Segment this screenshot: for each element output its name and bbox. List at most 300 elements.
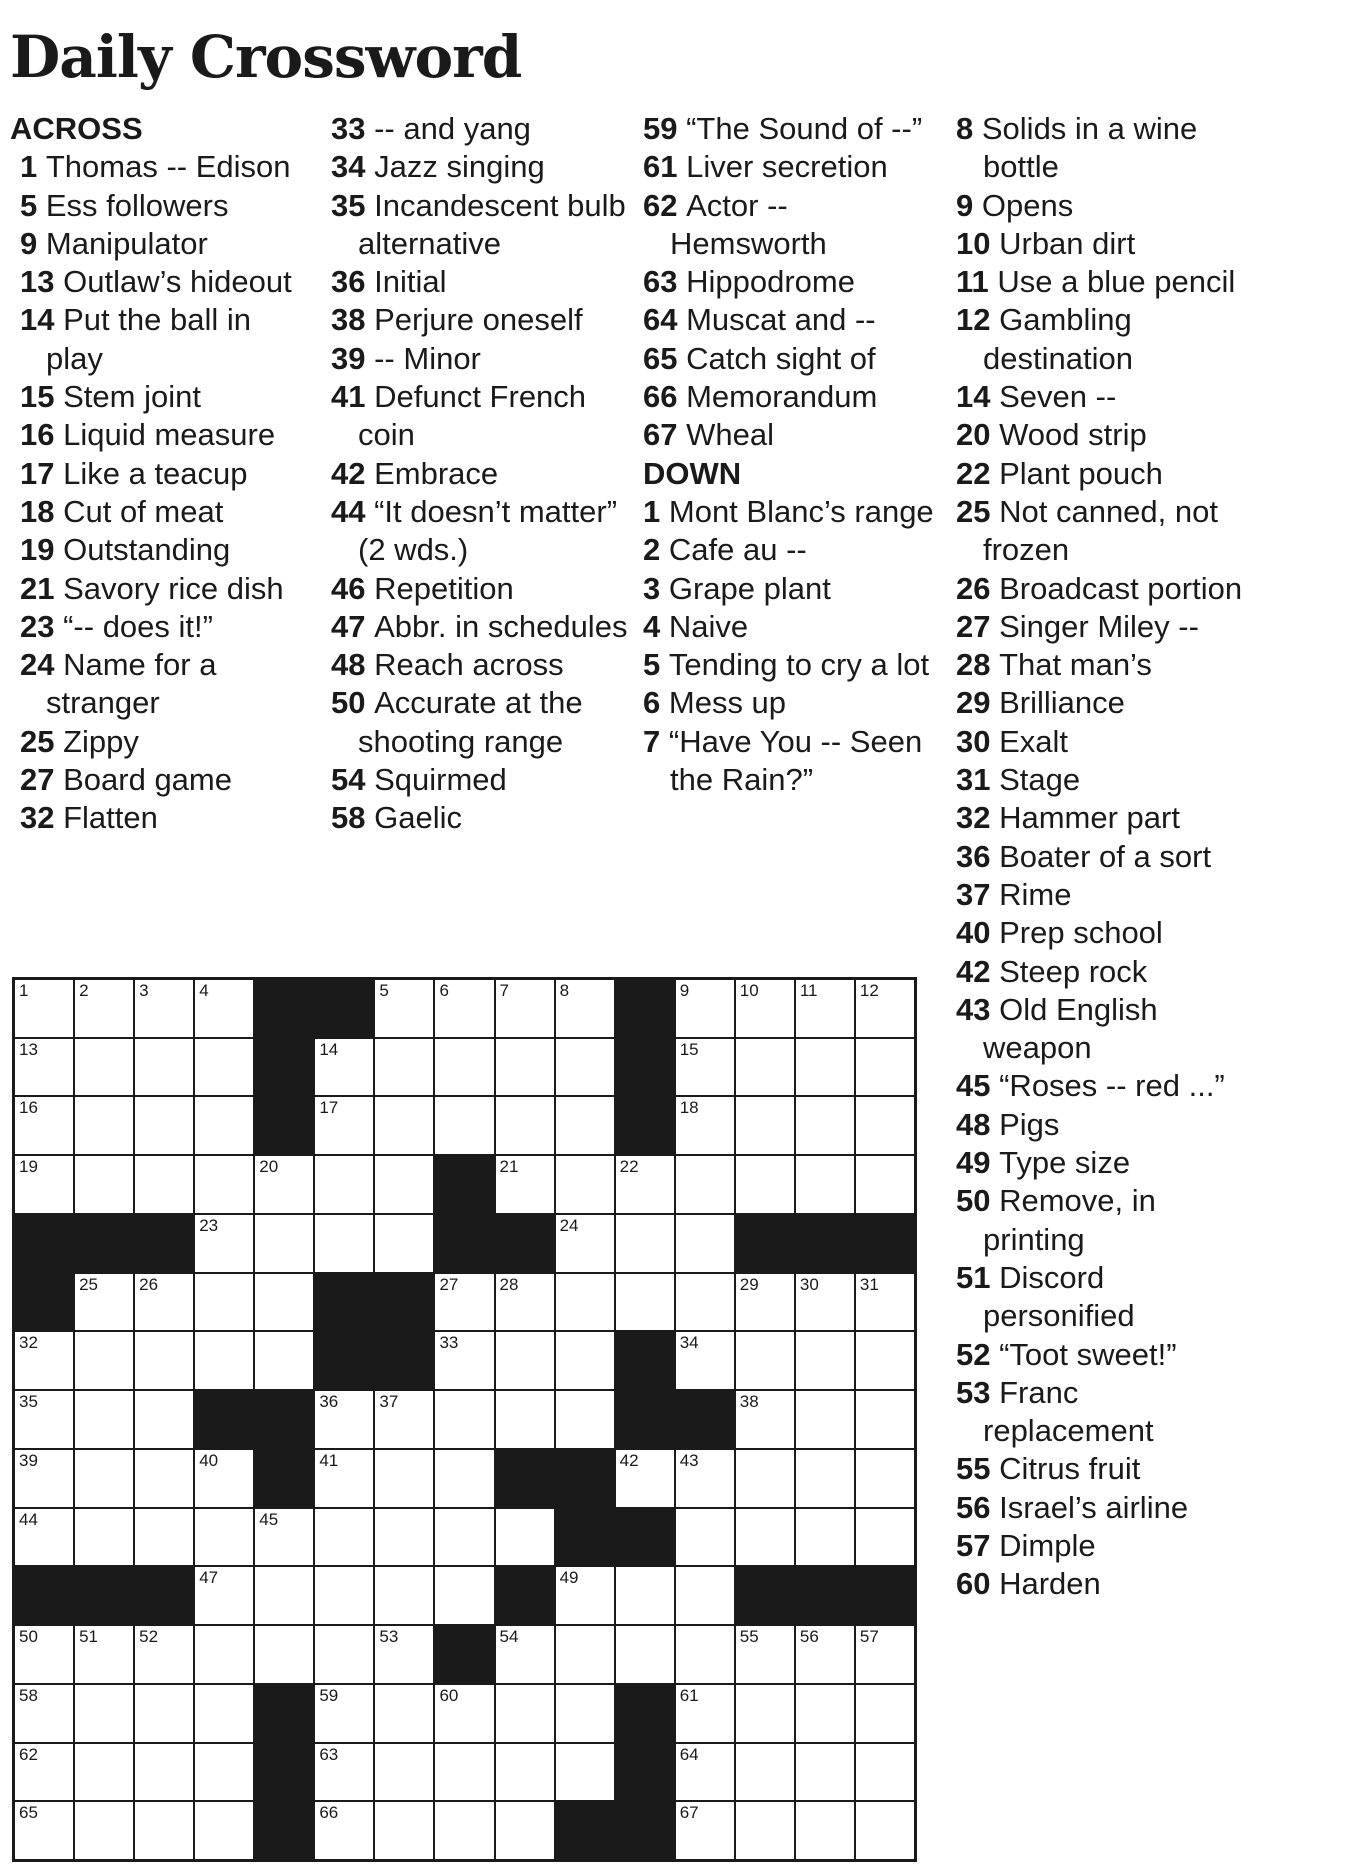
grid-cell[interactable] [135,1450,193,1507]
cell-number: 17 [319,1098,339,1118]
clue-text: Mont Blanc’s range [668,493,934,529]
grid-block [856,1215,914,1272]
grid-cell[interactable] [736,1802,794,1859]
grid-cell[interactable] [856,980,914,1037]
grid-cell[interactable] [556,1744,614,1801]
grid-cell[interactable] [315,1450,373,1507]
grid-cell[interactable] [736,1685,794,1742]
grid-cell[interactable] [676,1097,734,1154]
grid-cell[interactable] [255,1567,313,1624]
clue-text: Muscat and -- [686,302,876,338]
clue-number: 23 [20,608,55,644]
cell-number: 51 [79,1627,98,1647]
clue-item [331,110,631,148]
clue-number: 32 [20,800,55,836]
grid-cell[interactable] [496,980,554,1037]
grid-cell[interactable] [435,1744,493,1801]
grid-cell[interactable] [315,1509,373,1566]
clue-item [956,761,1256,799]
grid-cell[interactable] [556,1391,614,1448]
clue-number: 49 [956,1145,991,1181]
grid-cell[interactable] [255,1332,313,1389]
grid-cell[interactable] [195,1332,253,1389]
grid-cell[interactable] [195,1215,253,1272]
grid-cell[interactable] [556,980,614,1037]
clue-item [10,646,310,723]
grid-block [496,1450,554,1507]
clue-text: Embrace [374,455,499,491]
grid-cell[interactable] [315,1626,373,1683]
grid-cell[interactable] [736,1744,794,1801]
clue-item [956,1106,1256,1144]
clue-item [956,378,1256,416]
cell-number: 60 [439,1685,459,1705]
grid-cell[interactable] [856,1097,914,1154]
clue-number: 56 [956,1489,991,1525]
grid-cell[interactable] [496,1802,554,1859]
grid-cell[interactable] [676,1215,734,1272]
clue-number: 65 [643,340,678,376]
grid-cell[interactable] [676,1332,734,1389]
grid-cell[interactable] [75,1391,133,1448]
grid-cell[interactable] [616,1626,674,1683]
cell-number: 41 [319,1450,339,1470]
clue-number: 45 [956,1068,991,1104]
grid-cell[interactable] [435,1802,493,1859]
grid-cell[interactable] [796,1391,854,1448]
grid-cell[interactable] [315,1744,373,1801]
grid-cell[interactable] [616,1567,674,1624]
grid-cell[interactable] [856,1039,914,1096]
grid-cell[interactable] [616,1215,674,1272]
grid-cell[interactable] [375,1156,433,1213]
grid-cell[interactable] [736,1332,794,1389]
grid-cell[interactable] [435,1039,493,1096]
clue-text: -- and yang [374,111,531,146]
grid-cell[interactable] [195,1509,253,1566]
clue-text: Hippodrome [686,264,855,300]
clue-item [10,799,310,837]
cell-number: 52 [139,1627,159,1647]
clue-number: 37 [956,876,991,912]
cell-number: 65 [19,1803,38,1823]
grid-cell[interactable] [15,980,73,1037]
grid-cell[interactable] [856,1509,914,1566]
grid-cell[interactable] [676,1685,734,1742]
grid-cell[interactable] [676,1626,734,1683]
clue-item [956,799,1256,837]
grid-block [616,1097,674,1154]
grid-cell[interactable] [75,1626,133,1683]
grid-cell[interactable] [255,1156,313,1213]
grid-cell[interactable] [556,1567,614,1624]
grid-cell[interactable] [435,1567,493,1624]
grid-cell[interactable] [736,980,794,1037]
cell-number: 15 [679,1039,699,1059]
grid-cell[interactable] [375,1567,433,1624]
grid-cell[interactable] [556,1156,614,1213]
clue-item [10,416,310,454]
grid-cell[interactable] [195,980,253,1037]
grid-cell[interactable] [856,1685,914,1742]
clue-item [331,301,631,339]
grid-cell[interactable] [616,1450,674,1507]
grid-cell[interactable] [435,1097,493,1154]
grid-cell[interactable] [496,1391,554,1448]
grid-cell[interactable] [736,1509,794,1566]
grid-cell[interactable] [375,1450,433,1507]
grid-block [676,1391,734,1448]
grid-cell[interactable] [856,1626,914,1683]
grid-cell[interactable] [435,1450,493,1507]
grid-cell[interactable] [135,1802,193,1859]
cell-number: 47 [199,1568,219,1588]
grid-cell[interactable] [315,1156,373,1213]
grid-cell[interactable] [135,1097,193,1154]
grid-cell[interactable] [375,1509,433,1566]
clue-item [956,723,1256,761]
grid-cell[interactable] [75,1509,133,1566]
clue-item [331,570,631,608]
grid-cell[interactable] [796,1097,854,1154]
clue-item [643,148,943,186]
cell-number: 67 [679,1803,699,1823]
grid-cell[interactable] [75,1156,133,1213]
grid-cell[interactable] [856,1391,914,1448]
clue-item [331,455,631,493]
clue-column-2 [331,110,631,838]
grid-cell[interactable] [676,1450,734,1507]
grid-cell[interactable] [796,1039,854,1096]
clue-item [643,416,943,454]
clue-item [10,761,310,799]
grid-cell[interactable] [736,1039,794,1096]
grid-cell[interactable] [75,1450,133,1507]
grid-cell[interactable] [375,1039,433,1096]
clue-text: Stage [999,762,1081,798]
grid-cell[interactable] [195,1685,253,1742]
grid-cell[interactable] [135,1274,193,1331]
cell-number: 38 [739,1392,759,1412]
grid-cell[interactable] [375,1685,433,1742]
grid-cell[interactable] [75,1039,133,1096]
clue-text: Tending to cry a lot [668,647,930,683]
clue-item [331,340,631,378]
clue-number: 4 [643,608,661,644]
grid-cell[interactable] [435,1274,493,1331]
cell-number: 37 [379,1392,399,1412]
clue-number: 46 [331,570,366,606]
grid-cell[interactable] [135,1039,193,1096]
grid-cell[interactable] [736,1097,794,1154]
clue-text: Flatten [63,800,158,836]
grid-cell[interactable] [556,1626,614,1683]
clue-text: Dimple [999,1527,1096,1563]
cell-number: 29 [739,1274,759,1294]
clue-item [643,263,943,301]
clue-number: 2 [643,532,661,568]
grid-cell[interactable] [135,980,193,1037]
grid-cell[interactable] [375,1215,433,1272]
grid-cell[interactable] [135,1744,193,1801]
grid-cell[interactable] [676,1567,734,1624]
clue-text: Harden [999,1566,1101,1602]
grid-cell[interactable] [75,1802,133,1859]
clue-text: Name for a stranger [46,647,217,721]
grid-cell[interactable] [135,1626,193,1683]
grid-cell[interactable] [15,1450,73,1507]
grid-cell[interactable] [15,1039,73,1096]
grid-cell[interactable] [496,1626,554,1683]
clue-text: Manipulator [45,225,208,261]
clue-text: Remove, in printing [983,1183,1156,1257]
grid-cell[interactable] [315,1097,373,1154]
grid-cell[interactable] [856,1802,914,1859]
grid-cell[interactable] [856,1332,914,1389]
grid-cell[interactable] [496,1156,554,1213]
grid-cell[interactable] [315,1685,373,1742]
grid-cell[interactable] [135,1685,193,1742]
clue-item [956,493,1256,570]
grid-cell[interactable] [796,980,854,1037]
grid-cell[interactable] [496,1097,554,1154]
grid-cell[interactable] [796,1509,854,1566]
grid-cell[interactable] [796,1744,854,1801]
grid-block [315,1274,373,1331]
grid-cell[interactable] [435,1391,493,1448]
clue-text: Zippy [63,723,139,759]
grid-cell[interactable] [556,1332,614,1389]
grid-cell[interactable] [556,1215,614,1272]
grid-cell[interactable] [15,1391,73,1448]
clue-number: 43 [956,991,991,1027]
clue-number: 9 [20,225,38,261]
grid-block [616,1685,674,1742]
clue-item [331,378,631,455]
grid-cell[interactable] [195,1039,253,1096]
clue-number: 9 [956,187,974,223]
grid-cell[interactable] [15,1332,73,1389]
grid-cell[interactable] [496,1509,554,1566]
grid-cell[interactable] [75,1685,133,1742]
cell-number: 56 [799,1627,819,1647]
clue-item [956,1565,1256,1603]
clue-item [10,455,310,493]
grid-cell[interactable] [856,1450,914,1507]
grid-cell[interactable] [676,980,734,1037]
clue-text: Hammer part [999,800,1180,836]
clue-number: 24 [20,647,55,683]
grid-block [496,1215,554,1272]
clue-text: Not canned, not frozen [983,493,1218,568]
clue-item [10,148,310,186]
grid-cell[interactable] [135,1332,193,1389]
clue-text: Boater of a sort [999,838,1212,874]
grid-cell[interactable] [496,1744,554,1801]
grid-cell[interactable] [435,1685,493,1742]
grid-cell[interactable] [556,1039,614,1096]
clue-item [956,1489,1256,1527]
clue-item [331,799,631,837]
grid-cell[interactable] [496,1274,554,1331]
clue-item [956,455,1256,493]
grid-cell[interactable] [616,1156,674,1213]
grid-cell[interactable] [15,1156,73,1213]
clue-text: Mess up [668,685,787,721]
grid-cell[interactable] [75,1097,133,1154]
grid-cell[interactable] [616,1274,674,1331]
grid-cell[interactable] [255,1626,313,1683]
clue-text: Citrus fruit [999,1451,1141,1487]
grid-cell[interactable] [195,1626,253,1683]
clue-item [10,187,310,225]
cell-number: 66 [319,1803,339,1823]
grid-cell[interactable] [676,1039,734,1096]
grid-cell[interactable] [15,1097,73,1154]
grid-cell[interactable] [375,1744,433,1801]
grid-cell[interactable] [15,1626,73,1683]
page-title: Daily Crossword [10,23,522,91]
grid-cell[interactable] [676,1744,734,1801]
clue-item [10,263,310,301]
clue-number: 60 [956,1566,991,1602]
clue-text: Cafe au -- [668,532,807,568]
grid-cell[interactable] [856,1274,914,1331]
grid-cell[interactable] [796,1685,854,1742]
clue-number: 55 [956,1451,991,1487]
clue-text: Franc replacement [983,1374,1154,1449]
grid-cell[interactable] [556,1097,614,1154]
grid-block [616,1391,674,1448]
grid-cell[interactable] [375,1391,433,1448]
grid-cell[interactable] [75,1744,133,1801]
grid-cell[interactable] [435,1509,493,1566]
grid-cell[interactable] [195,1274,253,1331]
grid-cell[interactable] [15,1685,73,1742]
grid-cell[interactable] [556,1685,614,1742]
cell-number: 14 [319,1039,339,1059]
grid-block [435,1626,493,1683]
grid-cell[interactable] [496,1685,554,1742]
cell-number: 39 [19,1450,38,1470]
grid-cell[interactable] [75,980,133,1037]
clue-item [956,1259,1256,1336]
grid-cell[interactable] [135,1391,193,1448]
clue-text: Reach across [374,647,564,683]
grid-cell[interactable] [315,1567,373,1624]
clue-item [331,646,631,684]
grid-cell[interactable] [375,1626,433,1683]
clue-text: Actor -- Hemsworth [670,187,827,261]
grid-cell[interactable] [796,1450,854,1507]
clue-text: Type size [999,1145,1131,1181]
grid-cell[interactable] [676,1274,734,1331]
clue-text: Opens [981,187,1074,223]
grid-cell[interactable] [736,1274,794,1331]
grid-cell[interactable] [375,1097,433,1154]
grid-cell[interactable] [135,1509,193,1566]
grid-cell[interactable] [435,1332,493,1389]
grid-cell[interactable] [676,1509,734,1566]
grid-cell[interactable] [195,1450,253,1507]
clue-number: 26 [956,570,991,606]
grid-cell[interactable] [15,1802,73,1859]
grid-cell[interactable] [255,1274,313,1331]
grid-cell[interactable] [736,1156,794,1213]
grid-cell[interactable] [676,1802,734,1859]
grid-cell[interactable] [315,1215,373,1272]
grid-cell[interactable] [856,1156,914,1213]
clue-number: 33 [331,111,366,146]
grid-cell[interactable] [796,1802,854,1859]
grid-cell[interactable] [315,1039,373,1096]
grid-cell[interactable] [676,1156,734,1213]
clue-text: Gaelic [374,800,462,836]
clue-number: 27 [20,762,55,798]
grid-cell[interactable] [556,1274,614,1331]
cell-number: 35 [19,1392,38,1412]
clue-column-1 [10,110,310,838]
grid-cell[interactable] [195,1802,253,1859]
grid-block [796,1215,854,1272]
grid-cell[interactable] [796,1156,854,1213]
grid-cell[interactable] [135,1156,193,1213]
grid-cell[interactable] [75,1274,133,1331]
grid-cell[interactable] [195,1156,253,1213]
grid-cell[interactable] [195,1744,253,1801]
clue-number: 18 [20,493,55,529]
grid-cell[interactable] [435,980,493,1037]
grid-cell[interactable] [496,1039,554,1096]
grid-cell[interactable] [15,1509,73,1566]
down-heading: DOWN [643,455,742,491]
clue-number: 54 [331,762,366,798]
grid-cell[interactable] [736,1391,794,1448]
grid-cell[interactable] [796,1332,854,1389]
clue-number: 28 [956,647,991,683]
grid-cell[interactable] [375,1802,433,1859]
grid-cell[interactable] [796,1626,854,1683]
grid-cell[interactable] [15,1744,73,1801]
grid-cell[interactable] [496,1332,554,1389]
grid-cell[interactable] [255,1509,313,1566]
clue-text: Catch sight of [686,340,876,376]
grid-cell[interactable] [375,980,433,1037]
grid-cell[interactable] [195,1567,253,1624]
grid-cell[interactable] [796,1274,854,1331]
grid-cell[interactable] [315,1802,373,1859]
clue-text: “The Sound of --” [686,111,923,146]
grid-cell[interactable] [736,1626,794,1683]
clue-text: Use a blue pencil [997,264,1236,300]
clue-item [643,608,943,646]
grid-cell[interactable] [315,1391,373,1448]
grid-cell[interactable] [75,1332,133,1389]
grid-cell[interactable] [736,1450,794,1507]
cell-number: 58 [19,1685,38,1705]
cell-number: 62 [19,1744,38,1764]
clue-item [643,378,943,416]
grid-cell[interactable] [255,1215,313,1272]
grid-block [255,1391,313,1448]
clue-item [643,646,943,684]
clue-item [956,1182,1256,1259]
grid-cell[interactable] [195,1097,253,1154]
clue-text: Outstanding [63,532,231,568]
clue-item [956,1144,1256,1182]
grid-cell[interactable] [856,1744,914,1801]
clue-number: 53 [956,1374,991,1410]
